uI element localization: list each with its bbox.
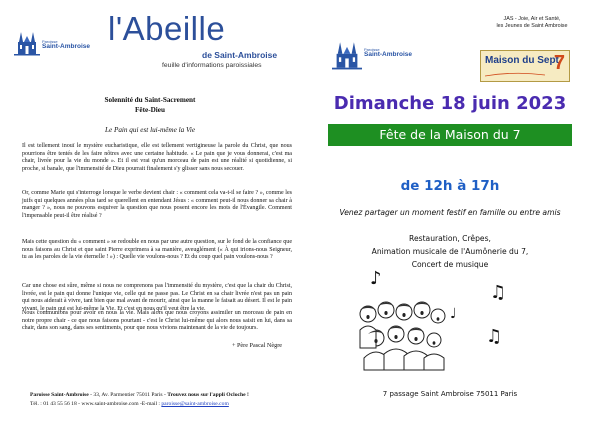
- maison-logo-swoosh-icon: [485, 72, 545, 78]
- maison-du-sept-logo: [480, 50, 570, 82]
- parish-logo-text: [42, 40, 90, 51]
- article-paragraph-3: Mais cette question du « comment » se redouble en nous par une autre question, sur le fond de la confiance que nous faisons au Christ et que saint Pierre exprimera à sa manière, aveuglément (« À qui irions-nous Seigneur, tu as les paroles de la vie éternelle ! ») : Quelle vie voulons-nous ? Et du coup quel pain voulons-nous ?: [22, 239, 292, 261]
- event-title-banner: Fête de la Maison du 7: [328, 124, 572, 146]
- footer-address: [30, 392, 249, 398]
- footer-street: - 33, Av. Parmentier 75011 Paris -: [88, 392, 168, 398]
- program-line-2: Animation musicale de l'Aumônerie du 7,: [371, 247, 529, 256]
- parish-logo-line2: Saint-Ambroise: [364, 51, 413, 59]
- article-paragraph-2: Or, comme Marie qui s'interroge lorsque le verbe devient chair : « comment cela va-t-il se faire ? », comme les juifs qui quelques années plus tard se querellent en entendant Jésus : « comment peut-il nous donner sa chair à manger ? », nous ne pouvons esquiver la question que nous posent encore les mots de l'Évangile. Comment l'impensable peut-il être réalisé ?: [22, 190, 292, 219]
- article-paragraph-5: Nous communions pour avoir en nous la vie. Mais alors que nous croyons assimiler un morceau de pain en notre propre chair - ce que nous faisons pourtant - c'est le Christ lui-même qui alors nous saisit en lui, dans sa chair, dans son sang, dans ses sentiments, pour que nous vivions maintenant de la vie de toujours.: [22, 310, 292, 332]
- event-address: 7 passage Saint Ambroise 75011 Paris: [382, 390, 518, 398]
- event-poster-page: [300, 0, 600, 422]
- jas-line-2: les Jeunes de Saint Ambroise: [496, 23, 568, 29]
- parish-logo-line1: Paroisse: [364, 47, 380, 52]
- article-paragraph-4: Car une chose est sûre, même si nous ne comprenons pas l'immensité du mystère, c'est que la chair du Christ, livrée, est le pain qui donne l'unique vie, celle qui ne passe pas. Le Christ en sa chair livrée n'est pas un pain qui nous aiderait à vivre, tant bien que mal avant de mourir, ainsi que la manne le faisait au désert. Il est le pain vivant, le pain qui est lui-même la Vie. Et c'est en nous qu'il veut être la vie.: [22, 283, 292, 312]
- jas-caption: [468, 16, 596, 30]
- heading-fete-dieu: Fête-Dieu: [135, 106, 165, 114]
- footer-app-callout: Trouvez nous sur l'appli Ocloche !: [167, 392, 249, 398]
- masthead-subtitle: de Saint-Ambroise: [202, 50, 278, 60]
- article-paragraph-1: Il est tellement inouï le mystère eucharistique, elle est tellement vertigineuse la parole du Christ, que nous pourrions être tentés de les faire nôtres avec une certaine habitude. « Le pain que je vous donnerai, c'est ma chair, livrée pour la vie du monde ». Et il est vrai qu'un morceau de pain est une réalité si quotidienne, si proche, si banale, que l'immensité de Dieu pourrait finalement s'y glisser sans nous secouer.: [22, 143, 292, 172]
- music-note-icon: ♪: [370, 268, 382, 289]
- parish-logo-line2: Saint-Ambroise: [42, 43, 91, 51]
- singing-choir-icon: [356, 300, 448, 376]
- program-line-1: Restauration, Crêpes,: [409, 234, 491, 243]
- event-hours: de 12h à 17h: [400, 178, 500, 194]
- footer-email-link[interactable]: paroisse@saint-ambroise.com: [161, 401, 229, 407]
- masthead-tagline: feuille d'informations paroissiales: [162, 62, 262, 69]
- church-logo-icon: [332, 40, 362, 70]
- maison-logo-seven: 7: [553, 52, 565, 74]
- masthead-title: l'Abeille: [108, 10, 226, 47]
- music-note-icon: ♫: [490, 282, 507, 303]
- parish-logo-text: [364, 48, 412, 59]
- footer-contact: [30, 401, 229, 407]
- footer-parish-name: Paroisse Saint-Ambroise: [30, 392, 89, 398]
- music-note-icon: ♩: [450, 306, 457, 322]
- parish-logo-line1: Paroisse: [42, 39, 58, 44]
- footer-phone-web: Tél. : 01 43 55 56 18 - www.saint-ambroise.com -E-mail :: [30, 401, 162, 407]
- event-invitation: Venez partager un moment festif en famille ou entre amis: [339, 208, 561, 217]
- author-signature: + Père Pascal Nègre: [231, 342, 282, 349]
- heading-solemnity: Solennité du Saint-Sacrement: [104, 96, 196, 104]
- music-note-icon: ♫: [486, 326, 503, 347]
- article-subheading: Le Pain qui est lui-même la Vie: [104, 126, 196, 134]
- jas-line-1: JAS - Joie, Air et Santé,: [503, 16, 561, 22]
- church-logo-icon: [14, 30, 40, 56]
- event-date: Dimanche 18 juin 2023: [333, 93, 567, 114]
- program-line-3: Concert de musique: [411, 260, 489, 269]
- maison-logo-name: Maison du Sept: [485, 55, 559, 66]
